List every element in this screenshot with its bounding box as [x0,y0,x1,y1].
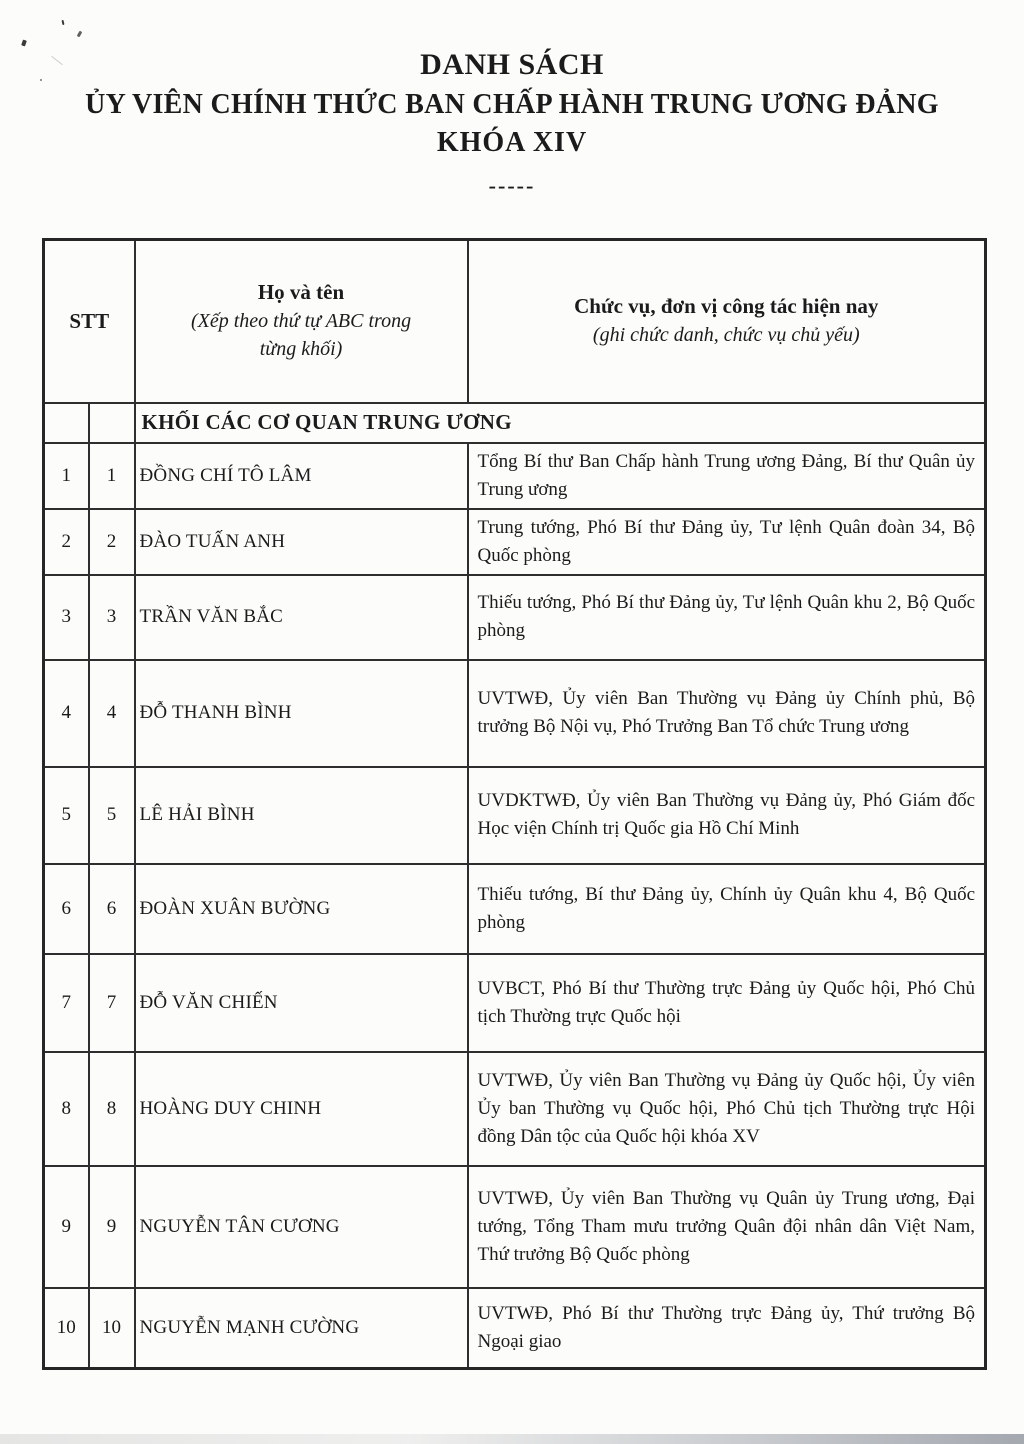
member-position: UVBCT, Phó Bí thư Thường trực Đảng ủy Quốc hội, Phó Chủ tịch Thường trực Quốc hội [468,954,986,1052]
column-header-name: Họ và tên (Xếp theo thứ tự ABC trong từng khối) [135,240,468,403]
member-name: ĐÀO TUẤN ANH [135,509,468,575]
row-number-group: 9 [89,1166,135,1288]
row-number: 10 [44,1288,89,1369]
row-number: 4 [44,660,89,767]
ink-speck [77,31,83,38]
page-subtitle: ỦY VIÊN CHÍNH THỨC BAN CHẤP HÀNH TRUNG ƯƠNG ĐẢNG [85,89,939,120]
page-term: KHÓA XIV [436,127,588,158]
member-name: ĐỖ THANH BÌNH [135,660,468,767]
section-header-row [44,403,986,443]
member-position: Trung tướng, Phó Bí thư Đảng ủy, Tư lệnh Quân đoàn 34, Bộ Quốc phòng [468,509,986,575]
ink-speck [62,20,65,25]
row-number: 2 [44,509,89,575]
document-title-block [0,48,1024,199]
row-number-group: 5 [89,767,135,864]
member-position: UVTWĐ, Ủy viên Ban Thường vụ Đảng ủy Quốc hội, Ủy viên Ủy ban Thường vụ Quốc hội, Phó Chủ tịch Thường trực Hội đồng Dân tộc của Quốc hội khóa XV [468,1052,986,1166]
ink-speck [21,39,27,46]
empty-cell [89,403,135,443]
column-header-stt: STT [44,240,135,403]
row-number: 3 [44,575,89,660]
row-number: 9 [44,1166,89,1288]
row-number: 7 [44,954,89,1052]
page-title: DANH SÁCH [420,48,604,81]
member-position: Tổng Bí thư Ban Chấp hành Trung ương Đảng, Bí thư Quân ủy Trung ương [468,443,986,509]
table-row [44,767,986,864]
member-name: ĐỒNG CHÍ TÔ LÂM [135,443,468,509]
member-name: NGUYỄN MẠNH CƯỜNG [135,1288,468,1369]
row-number: 6 [44,864,89,954]
member-position: UVTWĐ, Ủy viên Ban Thường vụ Quân ủy Trung ương, Đại tướng, Tổng Tham mưu trưởng Quân đội nhân dân Việt Nam, Thứ trưởng Bộ Quốc phòng [468,1166,986,1288]
members-table [42,238,987,1370]
table-row [44,509,986,575]
member-name: LÊ HẢI BÌNH [135,767,468,864]
table-header-row [44,240,986,403]
table-row [44,864,986,954]
table-row [44,1288,986,1369]
row-number: 1 [44,443,89,509]
scan-edge-shadow [0,1434,1024,1444]
column-header-position: Chức vụ, đơn vị công tác hiện nay (ghi chức danh, chức vụ chủ yếu) [468,240,986,403]
table-row [44,660,986,767]
scan-bleed-noise [0,1392,1024,1395]
member-position: UVDKTWĐ, Ủy viên Ban Thường vụ Đảng ủy, Phó Giám đốc Học viện Chính trị Quốc gia Hồ Chí Minh [468,767,986,864]
table-row [44,954,986,1052]
table-row [44,575,986,660]
row-number-group: 7 [89,954,135,1052]
member-name: NGUYỄN TÂN CƯƠNG [135,1166,468,1288]
member-name: ĐOÀN XUÂN BƯỜNG [135,864,468,954]
row-number: 5 [44,767,89,864]
member-position: Thiếu tướng, Phó Bí thư Đảng ủy, Tư lệnh Quân khu 2, Bộ Quốc phòng [468,575,986,660]
member-name: HOÀNG DUY CHINH [135,1052,468,1166]
member-position: UVTWĐ, Phó Bí thư Thường trực Đảng ủy, Thứ trưởng Bộ Ngoại giao [468,1288,986,1369]
member-name: ĐỖ VĂN CHIẾN [135,954,468,1052]
row-number-group: 3 [89,575,135,660]
table-row [44,443,986,509]
scan-bleed-noise [0,1412,1024,1415]
row-number-group: 6 [89,864,135,954]
table-row [44,1052,986,1166]
row-number-group: 2 [89,509,135,575]
row-number-group: 1 [89,443,135,509]
row-number: 8 [44,1052,89,1166]
member-position: Thiếu tướng, Bí thư Đảng ủy, Chính ủy Quân khu 4, Bộ Quốc phòng [468,864,986,954]
section-title: KHỐI CÁC CƠ QUAN TRUNG ƯƠNG [135,403,986,443]
row-number-group: 8 [89,1052,135,1166]
row-number-group: 4 [89,660,135,767]
title-divider: ----- [488,173,536,198]
row-number-group: 10 [89,1288,135,1369]
member-position: UVTWĐ, Ủy viên Ban Thường vụ Đảng ủy Chính phủ, Bộ trưởng Bộ Nội vụ, Phó Trưởng Ban Tổ chức Trung ương [468,660,986,767]
scan-bleed-noise [0,1374,1024,1377]
empty-cell [44,403,89,443]
member-name: TRẦN VĂN BẮC [135,575,468,660]
table-row [44,1166,986,1288]
